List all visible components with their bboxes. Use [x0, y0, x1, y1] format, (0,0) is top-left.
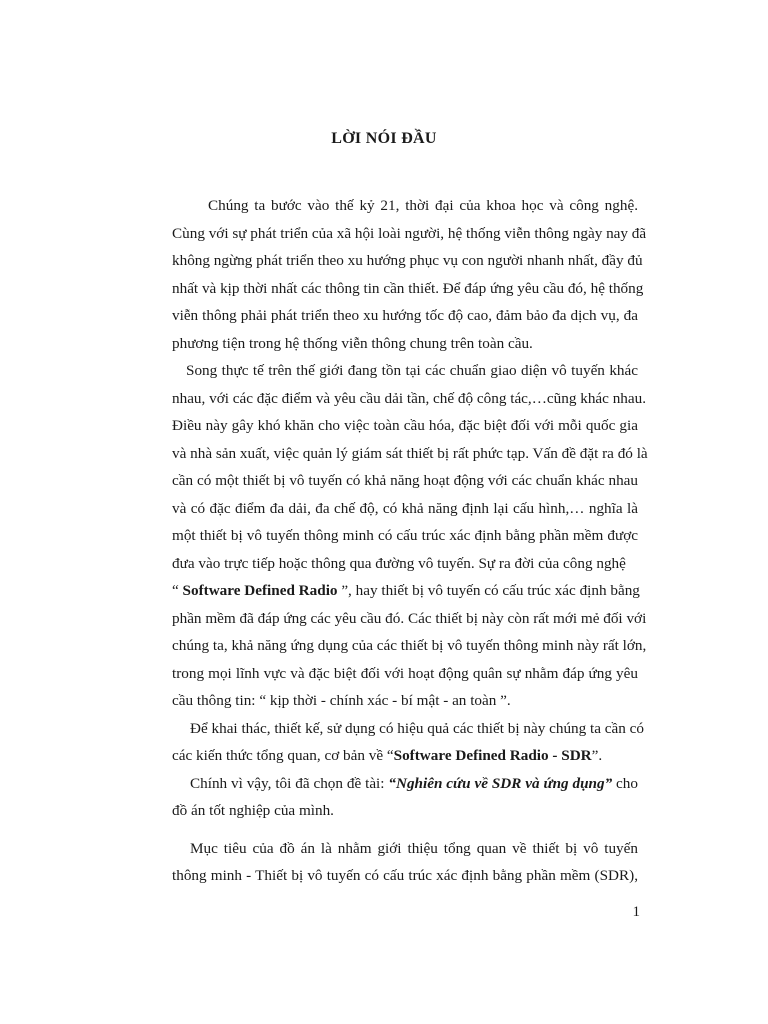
- paragraph-1: [172, 192, 647, 357]
- text-line: viễn thông phải phát triển theo xu hướng tốc độ cao, đảm bảo đa dịch vụ, đa: [172, 307, 638, 324]
- text-line: chúng ta, khả năng ứng dụng của các thiết bị vô tuyến thông minh này rất lớn,: [172, 637, 647, 654]
- paragraph-2: [172, 357, 648, 715]
- text-line: Để khai thác, thiết kế, sử dụng có hiệu quả các thiết bị này chúng ta cần có: [190, 719, 644, 737]
- text-line: Song thực tế trên thế giới đang tồn tại các chuẩn giao diện vô tuyến khác: [186, 362, 638, 379]
- text-line: cần có một thiết bị vô tuyến có khả năng hoạt động với các chuẩn khác nhau: [172, 472, 638, 489]
- text-line: một thiết bị vô tuyến thông minh có cấu trúc xác định bằng phần mềm được: [172, 527, 638, 544]
- text-line: Mục tiêu của đồ án là nhằm giới thiệu tổng quan về thiết bị vô tuyến: [190, 839, 638, 857]
- text-line: và nhà sản xuất, việc quản lý giám sát thiết bị rất phức tạp. Vấn đề đặt ra đó là: [172, 444, 648, 462]
- line-suffix: cho: [612, 774, 638, 792]
- text-line: [172, 742, 638, 770]
- text-line: đồ án tốt nghiệp của mình.: [172, 802, 334, 819]
- text-line: Cùng với sự phát triển của xã hội loài người, hệ thống viễn thông ngày nay đã: [172, 224, 647, 242]
- document-body: [172, 192, 648, 890]
- text-line: và có đặc điểm đa dải, đa chế độ, có khả năng định lại cấu hình,… nghĩa là: [172, 499, 638, 517]
- text-line: Điều này gây khó khăn cho việc toàn cầu hóa, đặc biệt đối với mỗi quốc gia: [172, 417, 638, 434]
- text-line: nhất và kịp thời nhất các thông tin cần thiết. Để đáp ứng yêu cầu đó, hệ thống: [172, 279, 644, 297]
- line-suffix: ”.: [591, 747, 603, 764]
- sdr-full-term: Software Defined Radio - SDR: [393, 747, 592, 764]
- line-prefix: Chính vì vậy, tôi đã chọn đề tài:: [190, 774, 389, 792]
- text-line: trong mọi lĩnh vực và đặc biệt đối với hoạt động quân sự nhằm đáp ứng yêu: [172, 664, 638, 682]
- page-title: LỜI NÓI ĐẦU: [331, 130, 437, 147]
- line-prefix: các kiến thức tổng quan, cơ bản về “: [172, 747, 394, 764]
- text-line: [172, 770, 638, 798]
- page-number: 1: [632, 904, 640, 920]
- text-line: nhau, với các đặc điểm và yêu cầu dải tần, chế độ công tác,…cũng khác nhau.: [172, 389, 647, 407]
- paragraph-5: [172, 835, 638, 890]
- open-quote: “: [172, 582, 183, 599]
- sdr-term: Software Defined Radio: [182, 582, 338, 599]
- text-line: phương tiện trong hệ thống viễn thông chung trên toàn cầu.: [172, 334, 533, 352]
- text-line: đưa vào trực tiếp hoặc thông qua đường vô tuyến. Sự ra đời của công nghệ: [172, 554, 626, 572]
- sdr-line: [172, 577, 638, 605]
- thesis-topic: “Nghiên cứu về SDR và ứng dụng”: [388, 774, 613, 792]
- text-line: phần mềm đã đáp ứng các yêu cầu đó. Các thiết bị này còn rất mới mẻ đối với: [172, 609, 647, 627]
- text-line: cầu thông tin: “ kịp thời - chính xác - bí mật - an toàn ”.: [172, 692, 511, 709]
- text-line: thông minh - Thiết bị vô tuyến có cấu trúc xác định bằng phần mềm (SDR),: [172, 867, 638, 884]
- paragraph-3: [172, 715, 644, 770]
- text-line: Chúng ta bước vào thế kỷ 21, thời đại của khoa học và công nghệ.: [208, 197, 638, 214]
- paragraph-4: [172, 770, 638, 825]
- sdr-line-rest: ”, hay thiết bị vô tuyến có cấu trúc xác định bằng: [337, 582, 640, 599]
- text-line: không ngừng phát triển theo xu hướng phục vụ con người nhanh nhất, đầy đủ: [172, 252, 643, 269]
